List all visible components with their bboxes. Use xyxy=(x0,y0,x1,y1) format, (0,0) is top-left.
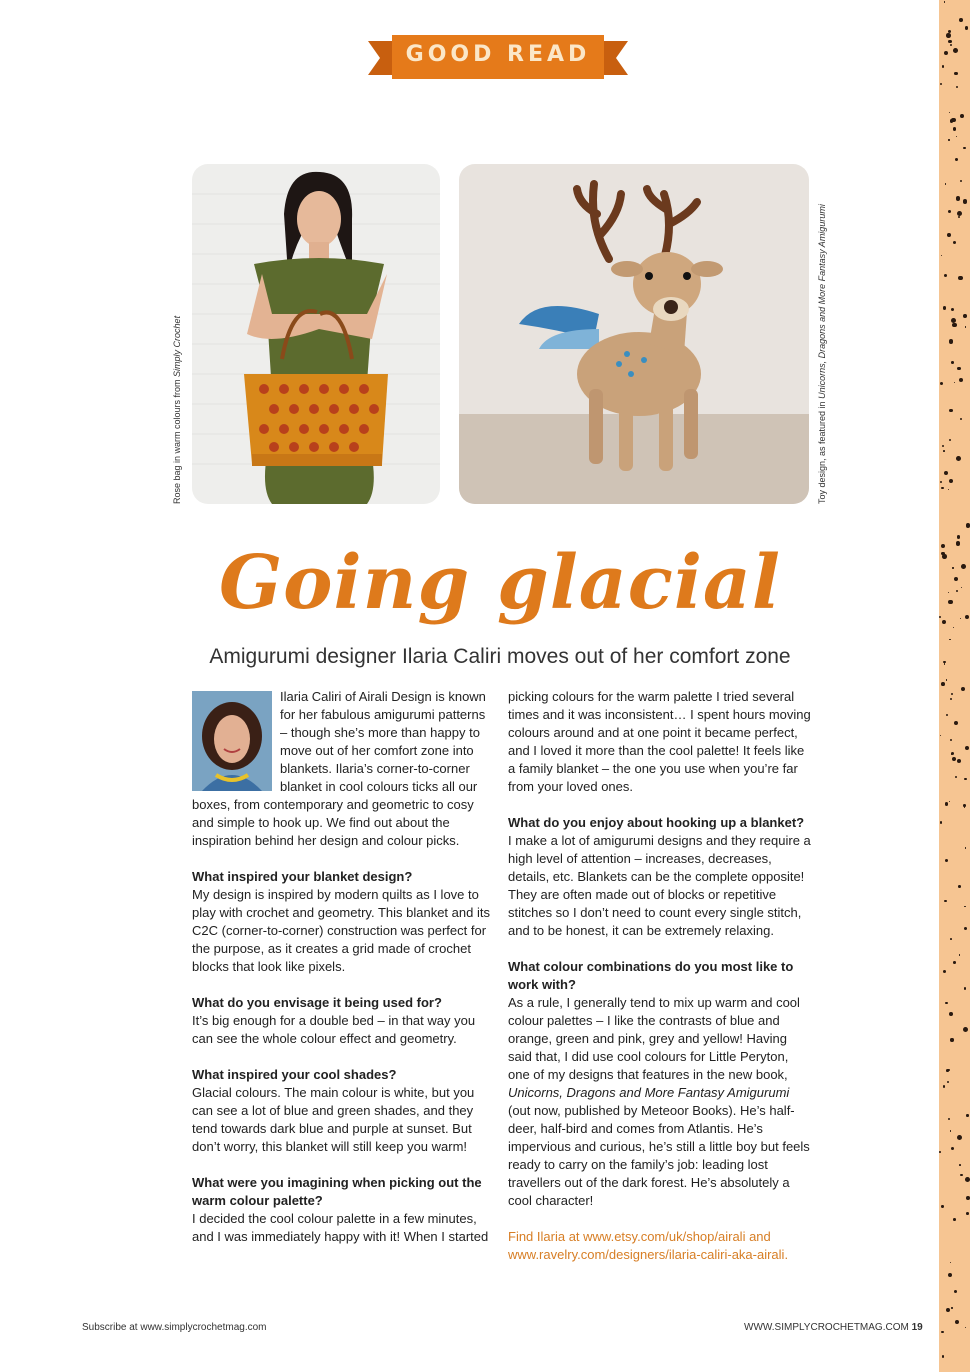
speckle-dot xyxy=(954,1290,957,1293)
speckle-dot xyxy=(949,801,950,802)
speckle-dot xyxy=(947,1081,949,1083)
speckle-dot xyxy=(954,577,959,582)
speckle-dot xyxy=(941,255,942,256)
speckle-dot xyxy=(946,1308,950,1312)
speckle-dot xyxy=(965,746,969,750)
article-standfirst: Amigurumi designer Ilaria Caliri moves out of her comfort zone xyxy=(209,645,791,668)
speckle-dot xyxy=(952,757,956,761)
speckle-dot xyxy=(963,314,967,318)
speckle-dot xyxy=(950,698,952,700)
speckle-dot xyxy=(957,535,960,538)
left-photo-caption xyxy=(172,164,182,504)
speckle-dot xyxy=(943,970,946,973)
speckle-dot xyxy=(953,48,958,53)
speckle-dot xyxy=(948,139,949,140)
speckle-dot xyxy=(965,615,969,619)
speckle-dot xyxy=(946,33,951,38)
speckle-dot xyxy=(953,961,956,964)
speckle-dot xyxy=(943,1085,946,1088)
question: What were you imagining when picking out the warm colour palette? xyxy=(192,1175,482,1208)
speckle-dot xyxy=(958,276,962,280)
speckle-dot xyxy=(952,567,953,568)
qa-block xyxy=(192,868,492,976)
section-banner xyxy=(368,33,628,83)
speckle-dot xyxy=(948,1118,951,1121)
question: What inspired your blanket design? xyxy=(192,869,413,884)
speckle-dot xyxy=(944,51,948,55)
speckle-dot xyxy=(964,927,967,930)
question: What do you envisage it being used for? xyxy=(192,995,442,1010)
speckle-dot xyxy=(957,367,961,371)
speckle-dot xyxy=(948,40,952,44)
speckle-dot xyxy=(965,326,966,327)
left-caption-text: Rose bag in warm colours from xyxy=(172,376,182,504)
speckle-dot xyxy=(953,241,956,244)
speckle-dot xyxy=(966,1114,968,1116)
footer-site-url[interactable]: WWW.SIMPLYCROCHETMAG.COM xyxy=(744,1322,909,1333)
speckle-dot xyxy=(949,339,954,344)
speckle-dot xyxy=(953,627,954,628)
speckle-dot xyxy=(956,541,961,546)
speckle-dot xyxy=(950,1262,952,1264)
speckle-dot xyxy=(948,210,951,213)
answer-part: (out now, published by Meteoor Books). He’s half-deer, half-bird and comes from Atlantis. He’s impervious and curious, he’s still a little boy but feels ready to carry on the family’s job: leading lost travellers out of the dark forest. He’s absolutely a cool character! xyxy=(508,1103,810,1208)
speckle-dot xyxy=(953,1218,956,1221)
speckle-dot xyxy=(958,216,960,218)
speckle-dot xyxy=(963,147,966,150)
qa-block xyxy=(508,814,813,940)
speckle-dot xyxy=(957,211,962,216)
speckle-dot xyxy=(952,323,957,328)
speckle-dot xyxy=(949,409,953,413)
speckle-dot xyxy=(941,682,945,686)
speckle-dot xyxy=(963,199,967,203)
speckle-dot xyxy=(942,65,945,68)
qa-block xyxy=(508,958,813,1210)
article-column-right xyxy=(508,688,813,1282)
qa-block xyxy=(192,994,492,1048)
footer-site xyxy=(744,1322,923,1333)
speckle-dot xyxy=(941,487,944,490)
speckle-dot xyxy=(944,663,945,664)
speckle-dot xyxy=(960,1174,962,1176)
article-intro: Ilaria Caliri of Airali Design is known for her fabulous amigurumi patterns – though she’s more than happy to move out of her comfort zone into blankets. Ilaria’s corner-to-corner blanket in cool colours ticks all our boxes, from contemporary and geometric to cosy and simple to hook up. We find out about the inspiration behind her design and colour picks. xyxy=(192,689,486,848)
speckle-dot xyxy=(956,456,961,461)
speckle-dot xyxy=(955,1320,959,1324)
speckle-dot xyxy=(946,679,947,680)
speckle-dot xyxy=(956,196,961,201)
speckle-dot xyxy=(946,714,948,716)
speckle-dot xyxy=(961,564,966,569)
left-caption-source: Simply Crochet xyxy=(172,315,182,377)
question: What colour combinations do you most like to work with? xyxy=(508,959,794,992)
speckle-dot xyxy=(965,847,967,849)
speckle-dot xyxy=(951,118,955,122)
speckle-dot xyxy=(950,1038,953,1041)
right-photo-caption xyxy=(817,164,827,504)
speckle-dot xyxy=(956,136,957,137)
speckle-dot xyxy=(954,382,955,383)
speckle-dot xyxy=(947,233,951,237)
speckle-dot xyxy=(945,859,948,862)
designer-links[interactable]: Find Ilaria at www.etsy.com/uk/shop/airali and www.ravelry.com/designers/ilaria-caliri-aka-airali. xyxy=(508,1229,789,1262)
photo-amigurumi-deer xyxy=(459,164,809,504)
speckle-dot xyxy=(955,158,958,161)
speckle-dot xyxy=(943,661,946,664)
speckle-dot xyxy=(959,1164,961,1166)
speckle-dot xyxy=(941,1205,943,1207)
speckle-dot xyxy=(940,83,942,85)
photo-rose-bag xyxy=(192,164,440,504)
speckle-dot xyxy=(943,450,945,452)
right-caption-text: Toy design, as featured in xyxy=(817,398,827,504)
speckle-dot xyxy=(964,987,967,990)
qa-block xyxy=(192,1174,492,1246)
speckle-dot xyxy=(958,885,961,888)
speckle-dot xyxy=(939,1151,941,1153)
book-title: Unicorns, Dragons and More Fantasy Amigurumi xyxy=(508,1085,790,1100)
speckle-dot xyxy=(939,616,941,618)
answer: My design is inspired by modern quilts as I love to play with crochet and geometry. This blanket and its C2C (corner-to-corner) construction was perfect for the purpose, as it creates a grid made of crochet blocks that look like pixels. xyxy=(192,887,490,974)
speckle-dot xyxy=(948,30,951,33)
speckle-dot xyxy=(945,802,948,805)
question: What do you enjoy about hooking up a blanket? xyxy=(508,815,805,830)
speckle-dot xyxy=(965,26,968,29)
answer-part: As a rule, I generally tend to mix up warm and cool colour palettes – I like the contrasts of blue and orange, green and pink, grey and yellow! Having said that, I did use cool colours for Little Peryton, one of my designs that features in the new book, xyxy=(508,995,800,1082)
speckle-dot xyxy=(950,938,952,940)
speckle-dot xyxy=(950,739,953,742)
speckle-dot xyxy=(942,1355,945,1358)
decorative-side-strip xyxy=(939,0,970,1372)
speckle-dot xyxy=(942,445,944,447)
question: What inspired your cool shades? xyxy=(192,1067,397,1082)
speckle-dot xyxy=(965,1327,966,1328)
speckle-dot xyxy=(951,693,953,695)
speckle-dot xyxy=(966,523,970,528)
speckle-dot xyxy=(945,1002,947,1004)
speckle-dot xyxy=(959,18,963,22)
answer: Glacial colours. The main colour is white, but you can see a lot of blue and green shades, and they tend towards dark blue and purple at sunset. But don’t worry, this blanket will still keep you warm! xyxy=(192,1085,475,1154)
speckle-dot xyxy=(945,183,946,184)
qa-block xyxy=(192,1066,492,1156)
answer: It’s big enough for a double bed – in that way you can see the whole colour effect and geometry. xyxy=(192,1013,476,1046)
speckle-dot xyxy=(959,954,961,956)
speckle-dot xyxy=(965,1177,970,1182)
speckle-dot xyxy=(949,479,953,483)
banner-label: GOOD READ xyxy=(405,42,591,67)
speckle-dot xyxy=(941,1331,944,1334)
article-column-left xyxy=(192,688,492,1264)
speckle-dot xyxy=(954,721,958,725)
speckle-dot xyxy=(948,600,953,605)
speckle-dot xyxy=(960,618,961,619)
speckle-dot xyxy=(951,361,954,364)
speckle-dot xyxy=(942,554,947,559)
speckle-dot xyxy=(950,1130,951,1131)
speckle-dot xyxy=(956,590,958,592)
speckle-dot xyxy=(948,592,949,593)
speckle-dot xyxy=(951,1147,954,1150)
speckle-dot xyxy=(960,114,964,118)
speckle-dot xyxy=(951,752,954,755)
speckle-dot xyxy=(956,86,958,88)
speckle-dot xyxy=(940,735,941,736)
designer-portrait xyxy=(192,691,272,791)
speckle-dot xyxy=(948,1273,952,1277)
speckle-dot xyxy=(960,180,962,182)
speckle-dot xyxy=(942,620,946,624)
speckle-dot xyxy=(961,587,962,588)
speckle-dot xyxy=(953,127,957,131)
speckle-dot xyxy=(961,687,965,691)
speckle-dot xyxy=(940,821,942,823)
speckle-dot xyxy=(948,489,949,490)
speckle-dot xyxy=(943,306,947,310)
speckle-dot xyxy=(949,1012,953,1016)
speckle-dot xyxy=(950,44,952,46)
speckle-dot xyxy=(940,481,942,483)
speckle-dot xyxy=(957,759,961,763)
speckle-dot xyxy=(964,778,967,781)
speckle-dot xyxy=(959,378,963,382)
footer-subscribe[interactable]: Subscribe at www.simplycrochetmag.com xyxy=(82,1322,267,1333)
speckle-dot xyxy=(949,112,950,113)
speckle-dot xyxy=(963,804,966,807)
speckle-dot xyxy=(964,806,965,807)
speckle-dot xyxy=(940,382,943,385)
speckle-dot xyxy=(951,1307,952,1308)
speckle-dot xyxy=(946,1069,949,1072)
speckle-dot xyxy=(941,544,945,548)
answer: I decided the cool colour palette in a few minutes, and I was immediately happy with it! When I started xyxy=(192,1211,489,1244)
speckle-dot xyxy=(949,639,950,640)
speckle-dot xyxy=(944,274,948,278)
speckle-dot xyxy=(944,900,947,903)
answer: I make a lot of amigurumi designs and they require a high level of attention – increases, decreases, details, etc. Blankets can be the complete opposite! They are often made out of blocks or repetitive stitches so I don’t need to count every single stitch, and to be honest, it can be extremely relaxing. xyxy=(508,833,811,938)
speckle-dot xyxy=(949,439,951,441)
speckle-dot xyxy=(957,1135,962,1140)
speckle-dot xyxy=(944,471,948,475)
right-caption-source: Unicorns, Dragons and More Fantasy Amigurumi xyxy=(817,204,827,399)
speckle-dot xyxy=(963,1027,968,1032)
speckle-dot xyxy=(966,1212,969,1215)
speckle-dot xyxy=(944,1,946,3)
speckle-dot xyxy=(966,1196,970,1200)
speckle-dot xyxy=(954,72,957,75)
answer-continuation: picking colours for the warm palette I tried several times and it was inconsistent… I spent hours moving colours around and at one point it became perfect, and I loved it more than the cool palette! It feels like a family blanket – the one you use when you’re far from your loved ones. xyxy=(508,689,811,794)
article-title: Going glacial xyxy=(218,540,781,626)
speckle-dot xyxy=(951,308,954,311)
speckle-dot xyxy=(960,418,962,420)
speckle-dot xyxy=(964,906,965,907)
page-number: 19 xyxy=(911,1322,923,1333)
speckle-dot xyxy=(955,776,957,778)
